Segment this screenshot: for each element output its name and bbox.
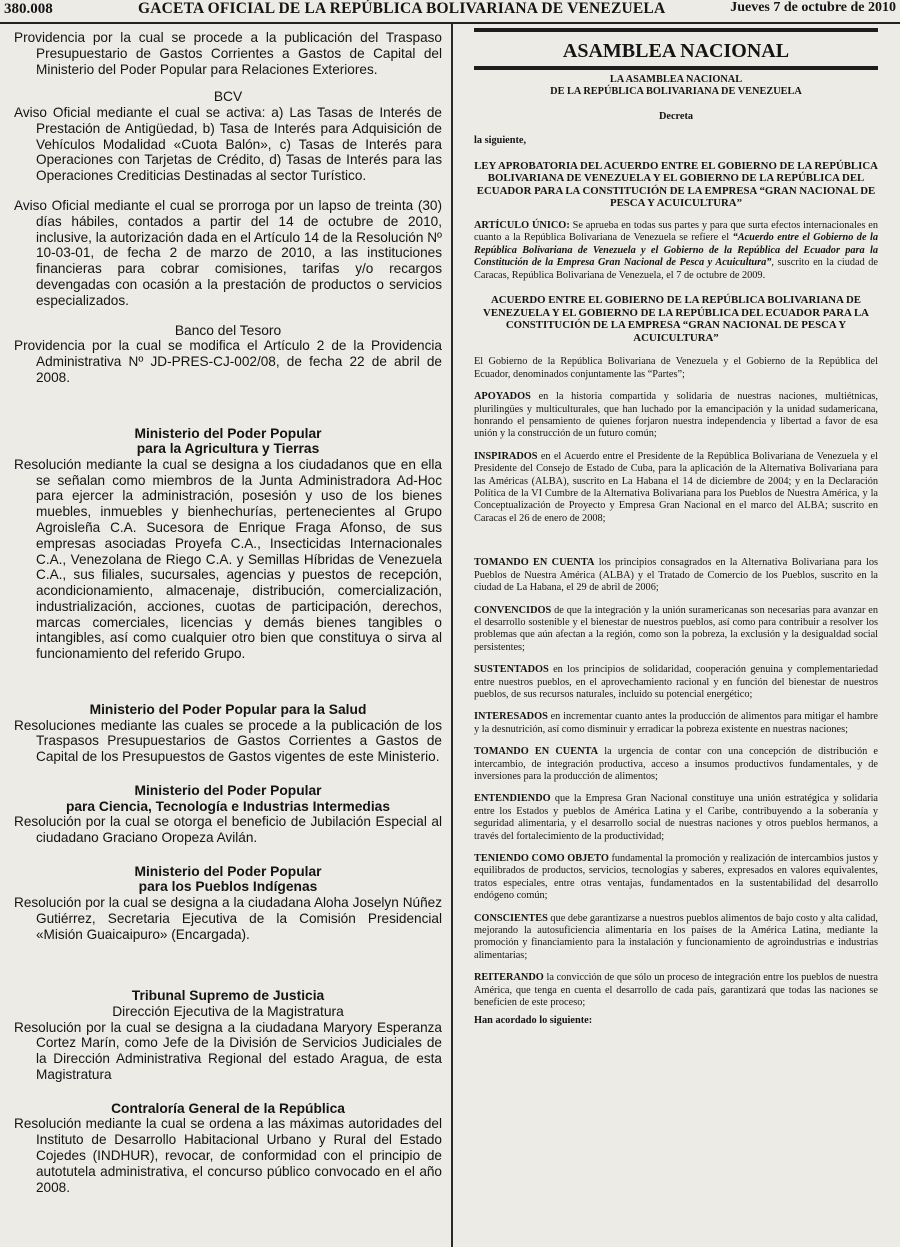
section-heading-tsj: Tribunal Supremo de Justicia [131, 988, 325, 1004]
body-paragraph: SUSTENTADOS en los principios de solidaridad, cooperación genuina y complementariedad entre nuestros pueblos, en el aprovechamiento racional y en función del bienestar de nuestros pueblos, de sus recursos naturales, incluido su potencial energético; [474, 664, 878, 700]
section-heading-ciencia: Ministerio del Poder Popular para Ciencia, Tecnología e Industrias Intermedias [65, 783, 391, 814]
body-paragraph: INSPIRADOS en el Acuerdo entre el Presidente de la República Bolivariana de Venezuela y el Presidente del Consejo de Estado de Cuba, para la aplicación de la Alternativa Bolivariana para las Américas (ALBA), suscrito en La Habana el 14 de diciembre de 2004; y en la Declaración Política de la VI Cumbre de la Alternativa Bolivariana para los Pueblos de Nuestra América, y la Conceptualización de Proyecto y Empresa Gran Nacional en el marco del ALBA; suscrito en Caracas el 26 de enero de 2008; [474, 450, 878, 524]
column-divider [451, 24, 453, 1247]
summary-item: Aviso Oficial mediante el cual se prorroga por un lapso de treinta (30) días hábiles, contados a partir del 14 de octubre de 2010, inclusive, la autorización dada en el Artículo 14 de la Resolución Nº 10-03-01, de fecha 2 de marzo de 2010, a las instituciones financieras para cobrar comisiones, tarifas y/o recargos devengadas con ocasión a la prestación de productos o servicios especializados. [14, 197, 442, 308]
summary-item: Resolución por la cual se otorga el beneficio de Jubilación Especial al ciudadano Graciano Oropeza Avilán. [14, 814, 442, 846]
an-line: LA ASAMBLEA NACIONAL [609, 74, 743, 85]
summary-item: Resolución mediante la cual se designa a los ciudadanos que en ella se señalan como miembros de la Junta Administradora Ad-Hoc para ejercer la administración, posesión y uso de los bienes muebles, inmuebles y bienhechurías, pertenecientes al Grupo Agroisleña C.A. Sucesora de Enrique Fraga Afonso, de sus empresas asociadas Proyefa C.A., Insecticidas Internacionales C.A., Venezolana de Riego C.A. y Semillas Híbridas de Venezuela C.A., sus filiales, sucursales, agencias y puestos de recepción, acondicionamiento, almacenaje, distribución, comercialización, industrialización, acciones, cuotas de participación, derechos, marcas comerciales, licencias y demás bienes tangibles o intangibles, así como cualquier otro bien que constituya o sirva al funcionamiento del referido Grupo. [14, 456, 442, 662]
agreement-title: ACUERDO ENTRE EL GOBIERNO DE LA REPÚBLICA BOLIVARIANA DE VENEZUELA Y EL GOBIERNO DE LA REPÚBLICA DEL ECUADOR PARA LA CONSTITUCIÓN DE LA EMPRESA “GRAN NACIONAL DE PESCA Y ACUICULTURA” [483, 294, 869, 344]
summary-column [14, 28, 442, 1195]
page-number: 380.008 [4, 1, 53, 17]
law-column [474, 28, 878, 1028]
body-paragraph: REITERANDO la convicción de que sólo un proceso de integración entre los pueblos de nuestra América, que tenga en cuenta el desarrollo de cada país, garantizará que todas las naciones se beneficien de este proceso; [474, 972, 878, 1009]
body-paragraph: TOMANDO EN CUENTA la urgencia de contar con una concepción de distribución e intercambio, de integración productiva, acceso a insumos productivos fundamentales, y de inversiones para la producción de alimentos; [474, 746, 878, 782]
body-paragraph: ENTENDIENDO que la Empresa Gran Nacional constituye una unión estratégica y solidaria entre los Estados y pueblos de América Latina y el Caribe, contribuyendo a la soberanía y seguridad alimentaria, y el desarrollo social de nuestras naciones y otros pueblos hermanos, a través del fortalecimiento de la productividad; [474, 793, 878, 842]
body-paragraph: APOYADOS en la historia compartida y solidaria de nuestras naciones, multiétnicas, plurilingües y multiculturales, que han luchado por la emancipación y la unidad sudamericana, honrando el pensamiento de quienes forjaron nuestra independencia y libertad a favor de esa unión y la construcción de un futuro común; [474, 391, 878, 440]
agreed-label: Han acordado lo siguiente: [474, 1015, 593, 1027]
summary-item: Resolución por la cual se designa a la ciudadana Aloha Joselyn Núñez Gutiérrez, Secretaria Ejecutiva de la Comisión Presidencial «Misión Guaicaipuro» (Encargada). [14, 895, 442, 942]
summary-item: Aviso Oficial mediante el cual se activa: a) Las Tasas de Interés de Prestación de Antigüedad, b) Tasa de Interés para Adquisición de Vehículos Modalidad «Cuota Balón», c) Tasas de Interés para Operaciones con Tarjetas de Crédito, d) Tasas de Interés para las Operaciones Crediticias Destinadas al sector Turístico. [14, 104, 442, 184]
law-title: LEY APROBATORIA DEL ACUERDO ENTRE EL GOBIERNO DE LA REPÚBLICA BOLIVARIANA DE VENEZUELA Y EL GOBIERNO DE LA REPÚBLICA DEL ECUADOR PARA LA CONSTITUCIÓN DE LA EMPRESA “GRAN NACIONAL DE PESCA Y ACUICULTURA” [474, 159, 878, 210]
body-paragraph: INTERESADOS en incrementar cuanto antes la producción de alimentos para mitigar el hambre y la desnutrición, así como disminuir y erradicar la pobreza existente en nuestras naciones; [474, 711, 878, 735]
section-heading-tesoro: Banco del Tesoro [174, 322, 282, 338]
section-heading-contraloria: Contraloría General de la República [111, 1100, 345, 1116]
page-header [0, 0, 900, 24]
body-paragraph: CONVENCIDOS de que la integración y la unión suramericanas son necesarias para avanzar en el desarrollo sostenible y el bienestar de nuestros pueblos, así como para contribuir a resolver los problemas que aún afectan a la región, como son la pobreza, la exclusión y la desigualdad social persistentes; [474, 604, 878, 653]
issue-date: Jueves 7 de octubre de 2010 [730, 0, 896, 15]
an-line: DE LA REPÚBLICA BOLIVARIANA DE VENEZUELA [550, 86, 802, 98]
body-paragraph: CONSCIENTES que debe garantizarse a nuestros pueblos alimentos de bajo costo y alta calidad, mejorando la autosuficiencia alimentaria en los países de la América Latina, mediante la promoción y financiamiento para la instalación y funcionamiento de agroindustrias e industrias alimentarias; [474, 912, 878, 961]
body-paragraph: TOMANDO EN CUENTA los principios consagrados en la Alternativa Bolivariana para los Pueblos de Nuestra América (ALBA) y el Tratado de Comercio de los Pueblos, suscrito en la ciudad de La Habana, el 29 de abril de 2006; [474, 557, 878, 594]
section-heading-agricultura: Ministerio del Poder Popular para la Agricultura y Tierras [134, 425, 322, 457]
section-heading-salud: Ministerio del Poder Popular para la Salud [89, 702, 367, 718]
top-rule [474, 28, 878, 32]
summary-item: Providencia por la cual se procede a la publicación del Traspaso Presupuestario de Gastos Corrientes a Gastos de Capital del Ministerio del Poder Popular para Relaciones Exteriores. [14, 30, 442, 77]
section-heading-bcv: BCV [213, 89, 243, 105]
section-heading-indigenas: Ministerio del Poder Popular para los Pueblos Indígenas [134, 863, 322, 895]
article-paragraph: ARTÍCULO ÚNICO: Se aprueba en todas sus partes y para que surta efectos internacionales en cuanto a la República Bolivariana de Venezuela se refiere el “Acuerdo entre el Gobierno de la República Bolivariana de Venezuela y el Gobierno de la República del Ecuador para la Constitución de la Empresa Gran Nacional de Pesca y Acuicultura”, suscrito en la ciudad de Caracas, República Bolivariana de Venezuela, el 7 de octubre de 2009. [474, 220, 879, 281]
summary-item: Resolución por la cual se designa a la ciudadana Maryory Esperanza Cortez Marín, como Jefe de la División de Servicios Judiciales de la Dirección Administrativa Regional del estado Aragua, de esta Magistratura [14, 1019, 442, 1082]
asamblea-heading: ASAMBLEA NACIONAL [474, 38, 878, 70]
summary-item: Providencia por la cual se modifica el Artículo 2 de la Providencia Administrativa Nº JD-PRES-CJ-002/08, de fecha 22 de abril de 2008. [14, 338, 442, 385]
decreta-label: Decreta [658, 110, 694, 122]
section-subheading-tsj: Dirección Ejecutiva de la Magistratura [112, 1004, 344, 1020]
body-paragraph: El Gobierno de la República Bolivariana de Venezuela y el Gobierno de la República del Ecuador, denominados conjuntamente las “Partes”; [474, 356, 878, 380]
summary-item: Resolución mediante la cual se ordena a las máximas autoridades del Instituto de Desarrollo Habitacional Urbano y Rural del Estado Cojedes (INDHUR), revocar, de conformidad con el principio de autotutela administrativa, el concurso público convocado en el año 2008. [14, 1116, 442, 1195]
body-paragraph: TENIENDO COMO OBJETO fundamental la promoción y realización de intercambios justos y equilibrados de productos, servicios, tecnologías y saberes, expresados en valores equivalentes, tratos especiales, entre otras ventajas, fundamentados en la sustentabilidad del desarrollo endógeno común; [474, 853, 878, 902]
gazette-title: GACETA OFICIAL DE LA REPÚBLICA BOLIVARIANA DE VENEZUELA [138, 0, 666, 17]
siguiente-label: la siguiente, [474, 135, 527, 147]
summary-item: Resoluciones mediante las cuales se procede a la publicación de los Traspasos Presupuestarios de Gastos Corrientes a Gastos de Capital de los Presupuestos de Gastos vigentes de este Ministerio. [14, 717, 442, 765]
